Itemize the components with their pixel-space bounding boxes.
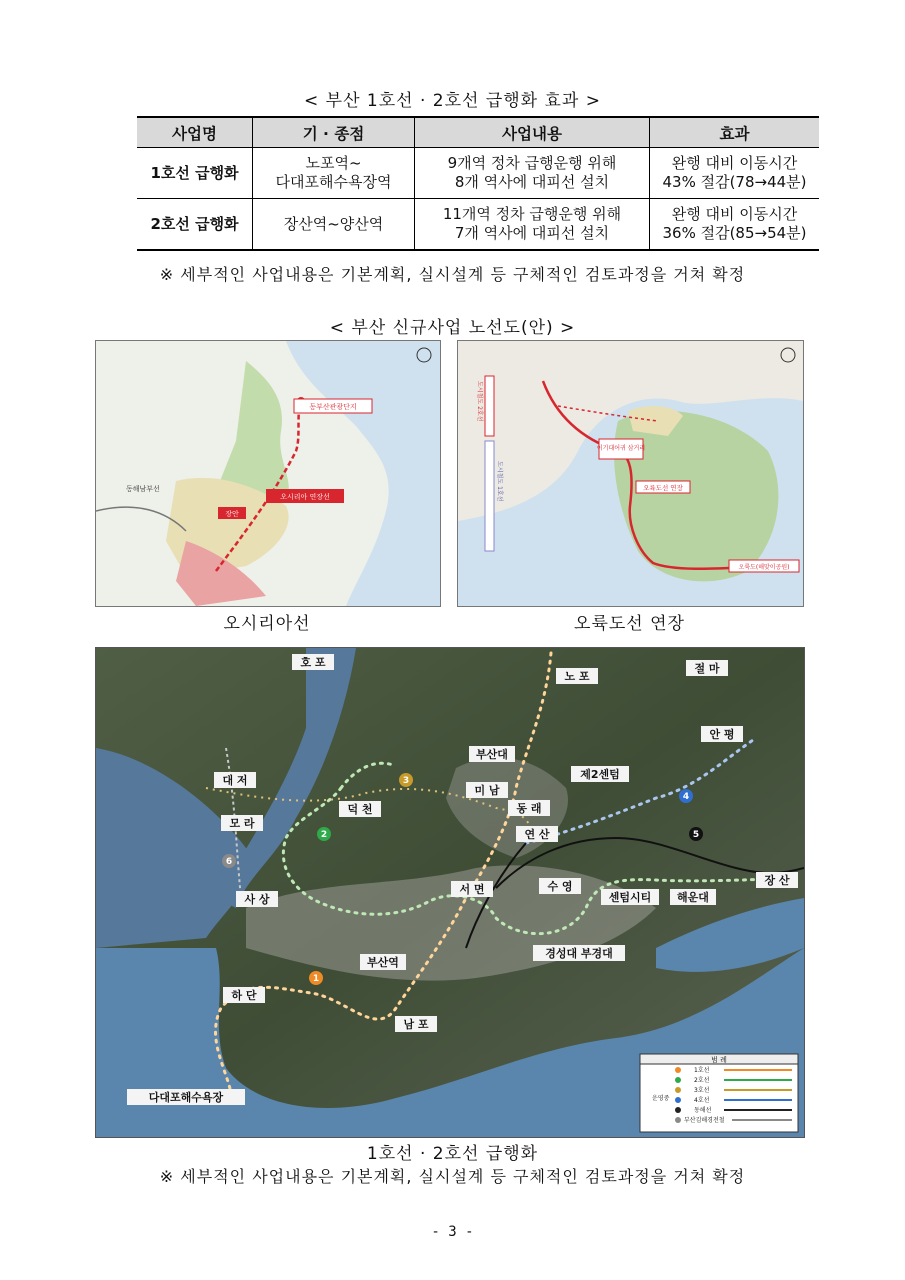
station-busanstation: 부산역: [367, 956, 399, 969]
content-line: 9개역 정차 급행운행 위해: [447, 154, 617, 172]
map-osiria: [95, 340, 441, 607]
express-effect-table: [137, 116, 819, 251]
station-jeolma: 절 마: [694, 662, 720, 675]
station-center2: 제2센텀: [580, 768, 620, 781]
content-line: 11개역 정차 급행운행 위해: [442, 205, 622, 223]
legend-title: 범 례: [711, 1056, 727, 1064]
station-kyungsung: 경성대 부경대: [545, 947, 613, 960]
effect-line: 43% 절감(78→44분): [662, 173, 807, 191]
map-express-image: [96, 648, 804, 1137]
station-minam: 미 남: [474, 784, 500, 797]
legend-item-1: 1호선: [694, 1067, 710, 1074]
stations-line: 다대포해수욕장역: [275, 173, 392, 191]
svg-text:6: 6: [225, 857, 233, 867]
content-line: 7개 역사에 대피선 설치: [454, 224, 610, 242]
map-oryukdo: [457, 340, 804, 607]
col-header-name: 사업명: [137, 117, 253, 148]
station-hopo: 호 포: [300, 656, 326, 669]
station-seomyeon: 서 면: [459, 883, 485, 896]
station-busandae: 부산대: [476, 748, 508, 761]
project-name: 2호선 급행화: [137, 199, 253, 251]
station-daejeo: 대 저: [222, 774, 248, 787]
station-suyeong: 수 영: [547, 880, 573, 893]
effect-line: 완행 대비 이동시간: [671, 205, 798, 223]
legend-item-2: 2호선: [694, 1077, 710, 1084]
station-deokcheon: 덕 천: [347, 803, 373, 816]
legend-item-5: 동해선: [694, 1107, 712, 1114]
col-header-effect: 효과: [650, 117, 820, 148]
station-hadan: 하 단: [231, 989, 257, 1002]
station-nampo: 남 포: [403, 1018, 429, 1031]
project-content: [415, 199, 650, 251]
map-express-caption: 1호선 · 2호선 급행화: [366, 1144, 539, 1164]
svg-text:2: 2: [320, 830, 328, 840]
table-caption: < 부산 1호선 · 2호선 급행화 효과 >: [304, 91, 601, 111]
project-effect: [650, 199, 820, 251]
station-yeonsan: 연 산: [524, 828, 550, 841]
table-row: [137, 148, 819, 199]
project-stations: [253, 148, 415, 199]
col-header-stations: 기 · 종점: [253, 117, 415, 148]
svg-text:1: 1: [312, 974, 320, 984]
station-mora: 모 라: [229, 817, 255, 830]
effect-line: 36% 절감(85→54분): [662, 224, 807, 242]
legend-item-6: 부산김해경전철: [684, 1117, 725, 1124]
map1-line-label: 오시리아 연장선: [280, 493, 330, 501]
map2-side1-label: 도시철도 2호선: [476, 381, 483, 422]
legend-item-4: 4호선: [694, 1097, 710, 1104]
map2-end-label: 오륙도(해맞이공원): [738, 564, 790, 571]
station-anpyeong: 안 평: [709, 728, 735, 741]
map-oryukdo-caption: 오륙도선 연장: [574, 614, 685, 634]
effect-line: 완행 대비 이동시간: [671, 154, 798, 172]
stations-line: 노포역~: [305, 154, 362, 172]
content-line: 8개 역사에 대피선 설치: [454, 173, 610, 191]
map1-top-label: 동부산관광단지: [309, 403, 357, 411]
legend-item-3: 3호선: [694, 1087, 710, 1094]
legend: [640, 1054, 798, 1132]
project-name: 1호선 급행화: [137, 148, 253, 199]
station-sasang: 사 상: [244, 893, 270, 906]
map2-start-label: 이기대어귀 삼거리: [596, 445, 646, 452]
station-haeundae: 해운대: [677, 891, 709, 904]
map1-station-label: 장안: [225, 510, 239, 518]
project-content: [415, 148, 650, 199]
table-row: [137, 199, 819, 251]
svg-text:4: 4: [682, 792, 690, 802]
table-header-row: [137, 117, 819, 148]
note-bottom: ※ 세부적인 사업내용은 기본계획, 실시설계 등 구체적인 검토과정을 거쳐 확정: [159, 1167, 746, 1186]
map-express: [95, 647, 805, 1138]
map-oryukdo-image: [458, 341, 803, 606]
svg-text:5: 5: [692, 830, 700, 840]
station-nopo: 노 포: [564, 670, 590, 683]
project-effect: [650, 148, 820, 199]
page-number: - 3 -: [431, 1224, 474, 1240]
station-centum: 센텀시티: [608, 891, 652, 904]
note: ※ 세부적인 사업내용은 기본계획, 실시설계 등 구체적인 검토과정을 거쳐 확정: [159, 265, 746, 284]
map-osiria-caption: 오시리아선: [223, 614, 311, 634]
station-dongnae: 동 래: [516, 802, 542, 815]
project-stations: [253, 199, 415, 251]
stations-line: 장산역~양산역: [283, 214, 384, 233]
map1-left-label: 동해남부선: [126, 485, 160, 493]
map2-mid-label: 오륙도선 연장: [643, 484, 683, 492]
col-header-content: 사업내용: [415, 117, 650, 148]
map2-side2-label: 도시철도 1호선: [496, 461, 503, 502]
map-osiria-image: [96, 341, 440, 606]
station-dadaepo: 다대포해수욕장: [148, 1091, 224, 1104]
station-jangsan: 장 산: [764, 874, 790, 887]
map-caption: < 부산 신규사업 노선도(안) >: [329, 318, 576, 338]
legend-group: 운영중: [652, 1095, 670, 1102]
svg-text:3: 3: [402, 776, 410, 786]
